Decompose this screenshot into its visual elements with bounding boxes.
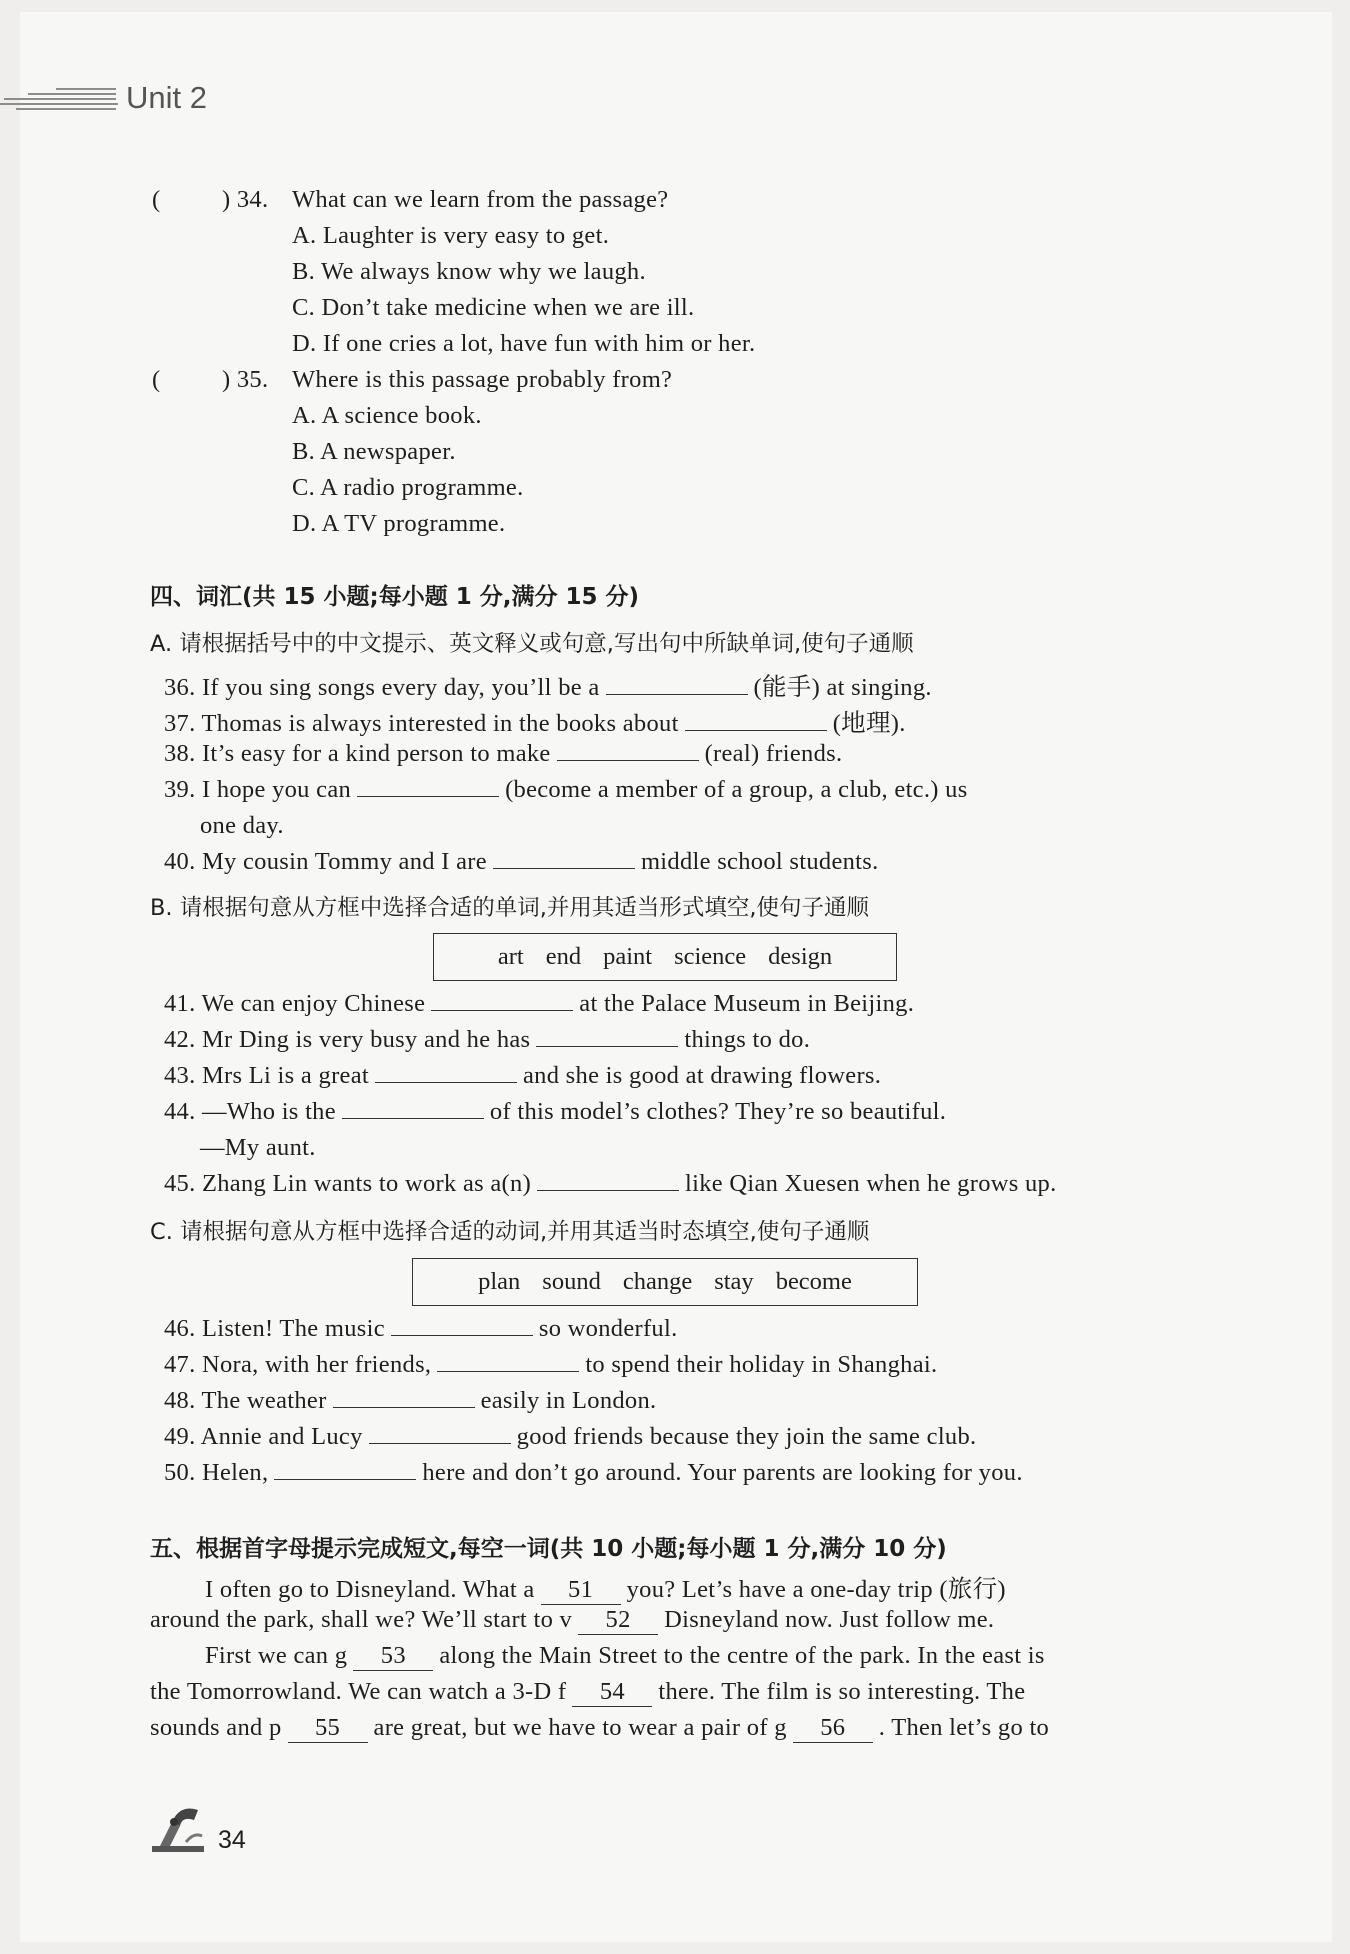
part-a-instruction: A. 请根据括号中的中文提示、英文释义或句意,写出句中所缺单词,使句子通顺 xyxy=(150,631,914,657)
word-paint: paint xyxy=(603,943,653,970)
passage-line-4: the Tomorrowland. We can watch a 3-D f 54 there. The film is so interesting. The xyxy=(150,1678,1026,1705)
passage-line-1: I often go to Disneyland. What a 51 you? Let’s have a one-day trip (旅行) xyxy=(205,1576,1006,1603)
blank-36[interactable] xyxy=(606,693,748,695)
header-stripes xyxy=(0,84,118,118)
question-40: 40. My cousin Tommy and I are middle school students. xyxy=(164,848,879,875)
question-41: 41. We can enjoy Chinese at the Palace Museum in Beijing. xyxy=(164,990,915,1017)
word-end: end xyxy=(545,943,582,970)
q34-option-a: A. Laughter is very easy to get. xyxy=(292,222,610,249)
answer-paren-35: ( xyxy=(152,366,161,393)
q34-option-c: C. Don’t take medicine when we are ill. xyxy=(292,294,695,321)
passage-line-5: sounds and p 55 are great, but we have to wear a pair of g 56 . Then let’s go to xyxy=(150,1714,1050,1741)
blank-42[interactable] xyxy=(536,1045,678,1047)
blank-55[interactable]: 55 xyxy=(288,1714,368,1743)
blank-54[interactable]: 54 xyxy=(572,1678,652,1707)
blank-41[interactable] xyxy=(431,1009,573,1011)
q35-option-a: A. A science book. xyxy=(292,402,482,429)
question-44-reply: —My aunt. xyxy=(200,1134,316,1161)
question-42: 42. Mr Ding is very busy and he has things to do. xyxy=(164,1026,811,1053)
page-number: 34 xyxy=(218,1826,246,1854)
question-34-stem: What can we learn from the passage? xyxy=(292,186,669,213)
blank-47[interactable] xyxy=(437,1370,579,1372)
unit-title: Unit 2 xyxy=(126,80,207,115)
question-45: 45. Zhang Lin wants to work as a(n) like Qian Xuesen when he grows up. xyxy=(164,1170,1057,1197)
q34-option-d: D. If one cries a lot, have fun with him or her. xyxy=(292,330,756,357)
blank-52[interactable]: 52 xyxy=(578,1606,658,1635)
section-4-title: 四、词汇(共 15 小题;每小题 1 分,满分 15 分) xyxy=(150,584,640,610)
word-change: change xyxy=(622,1268,693,1295)
word-box-b xyxy=(433,933,897,981)
q35-option-d: D. A TV programme. xyxy=(292,510,506,537)
question-44: 44. —Who is the of this model’s clothes? They’re so beautiful. xyxy=(164,1098,947,1125)
question-39: 39. I hope you can (become a member of a group, a club, etc.) us xyxy=(164,776,968,803)
question-48: 48. The weather easily in London. xyxy=(164,1387,657,1414)
question-50: 50. Helen, here and don’t go around. Your parents are looking for you. xyxy=(164,1459,1023,1486)
desk-lamp-icon xyxy=(150,1802,206,1854)
word-plan: plan xyxy=(478,1268,521,1295)
blank-46[interactable] xyxy=(391,1334,533,1336)
section-5-title: 五、根据首字母提示完成短文,每空一词(共 10 小题;每小题 1 分,满分 10 分) xyxy=(150,1536,947,1562)
question-36: 36. If you sing songs every day, you’ll be a (能手) at singing. xyxy=(164,674,932,701)
passage-line-2: around the park, shall we? We’ll start to v 52 Disneyland now. Just follow me. xyxy=(150,1606,995,1633)
question-35-stem: Where is this passage probably from? xyxy=(292,366,673,393)
q35-option-b: B. A newspaper. xyxy=(292,438,456,465)
word-box-c xyxy=(412,1258,918,1306)
question-47: 47. Nora, with her friends, to spend their holiday in Shanghai. xyxy=(164,1351,938,1378)
question-number-35: ) 35. xyxy=(222,366,269,393)
q35-option-c: C. A radio programme. xyxy=(292,474,524,501)
word-become: become xyxy=(775,1268,852,1295)
part-b-instruction: B. 请根据句意从方框中选择合适的单词,并用其适当形式填空,使句子通顺 xyxy=(150,895,870,921)
blank-38[interactable] xyxy=(557,759,699,761)
q34-option-b: B. We always know why we laugh. xyxy=(292,258,646,285)
part-c-instruction: C. 请根据句意从方框中选择合适的动词,并用其适当时态填空,使句子通顺 xyxy=(150,1219,870,1245)
blank-40[interactable] xyxy=(493,867,635,869)
passage-line-3: First we can g 53 along the Main Street to the centre of the park. In the east is xyxy=(205,1642,1045,1669)
blank-43[interactable] xyxy=(375,1081,517,1083)
blank-44[interactable] xyxy=(342,1117,484,1119)
blank-49[interactable] xyxy=(369,1442,511,1444)
question-number-34: ) 34. xyxy=(222,186,269,213)
question-46: 46. Listen! The music so wonderful. xyxy=(164,1315,678,1342)
question-39-cont: one day. xyxy=(200,812,284,839)
blank-50[interactable] xyxy=(274,1478,416,1480)
blank-56[interactable]: 56 xyxy=(793,1714,873,1743)
blank-48[interactable] xyxy=(333,1406,475,1408)
blank-45[interactable] xyxy=(537,1189,679,1191)
question-37: 37. Thomas is always interested in the books about (地理). xyxy=(164,710,906,737)
blank-39[interactable] xyxy=(357,795,499,797)
word-art: art xyxy=(497,943,524,970)
question-49: 49. Annie and Lucy good friends because they join the same club. xyxy=(164,1423,977,1450)
question-43: 43. Mrs Li is a great and she is good at drawing flowers. xyxy=(164,1062,882,1089)
blank-51[interactable]: 51 xyxy=(541,1576,621,1605)
blank-37[interactable] xyxy=(685,729,827,731)
word-sound: sound xyxy=(542,1268,601,1295)
word-science: science xyxy=(674,943,747,970)
question-38: 38. It’s easy for a kind person to make (real) friends. xyxy=(164,740,843,767)
word-stay: stay xyxy=(714,1268,754,1295)
word-design: design xyxy=(768,943,833,970)
blank-53[interactable]: 53 xyxy=(353,1642,433,1671)
answer-paren-34: ( xyxy=(152,186,161,213)
